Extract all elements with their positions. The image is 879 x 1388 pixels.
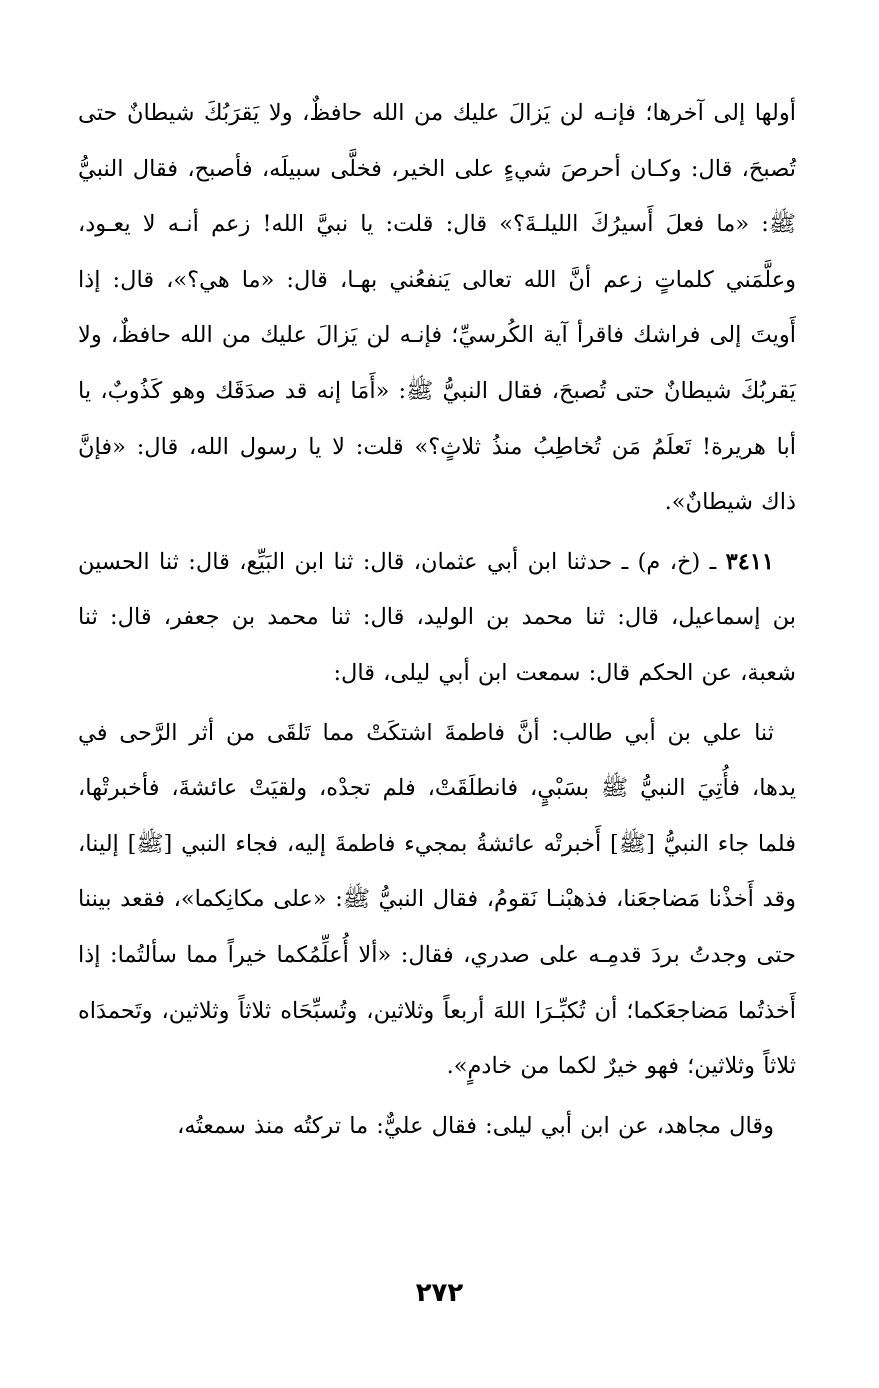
hadith-number: ٣٤١١ [725, 548, 775, 575]
hadith-paragraph [78, 535, 796, 702]
hadith-isnad: ـ (خ، م) ـ حدثنا ابن أبي عثمان، قال: ثنا ابن البَيِّع، قال: ثنا الحسين بن إسماعيل، قال: ثنا محمد بن الوليد، قال: ثنا محمد بن جعفر، قال: ثنا شعبة، عن الحكم قال: سمعت ابن أبي ليلى، قال: [78, 548, 796, 686]
paragraph-closing: وقال مجاهد، عن ابن أبي ليلى: فقال عليٌّ: ما تركتُه منذ سمعتُه، [177, 1112, 774, 1139]
page-number: ٢٧٢ [415, 1278, 464, 1308]
paragraph-continuation: أولها إلى آخرها؛ فإنـه لن يَزالَ عليك من الله حافظٌ، ولا يَقرَبُكَ شيطانٌ حتى تُصبحَ، قال: وكـان أحرصَ شيءٍ على الخير، فخلَّى سبيلَه، فأصبح، فقال النبيُّ ﷺ: «ما فعلَ أَسيرُكَ الليلـةَ؟» قال: قلت: يا نبيَّ الله! زعم أنـه لا يعـود، وعلَّمَني كلماتٍ زعم أنَّ الله تعالى يَنفعُني بهـا، قال: «ما هي؟»، قال: إذا أَويتَ إلى فراشك فاقرأ آية الكُرسيِّ؛ فإنـه لن يَزالَ عليك من الله حافظٌ، ولا يَقربُكَ شيطانٌ حتى تُصبحَ، فقال النبيُّ ﷺ: «أَمَا إنه قد صدَقَك وهو كَذُوبٌ، يا أبا هريرة! تَعلَمُ مَن تُخاطِبُ منذُ ثلاثٍ؟» قلت: لا يا رسول الله، قال: «فإنَّ ذاك شيطانٌ». [78, 100, 796, 516]
hadith-matn: ثنا علي بن أبي طالب: أنَّ فاطمةَ اشتكَتْ مما تَلقَى من أثر الرَّحى في يدها، فأُتِيَ النبيُّ ﷺ بسَبْيٍ، فانطلَقَتْ، فلم تجدْه، ولقيَتْ عائشةَ، فأخبرتْها، فلما جاء النبيُّ [ﷺ] أَخبرتْه عائشةُ بمجيء فاطمةَ إليه، فجاء النبي [ﷺ] إلينا، وقد أَخذْنا مَضاجعَنا، فذهبْنـا نَقومُ، فقال النبيُّ ﷺ: «على مكانِكما»، فقعد بيننا حتى وجدتُ بردَ قدمِـه على صدري، فقال: «ألا أُعلِّمُكما خيراً مما سألتُما: إذا أَخذتُما مَضاجعَكما؛ أن تُكبِّـرَا اللهَ أربعاً وثلاثين، وتُسبِّحَاه ثلاثاً وثلاثين، وتَحمدَاه ثلاثاً وثلاثين؛ فهو خيرٌ لكما من خادمٍ». [78, 719, 796, 1080]
page-body [78, 86, 796, 1376]
